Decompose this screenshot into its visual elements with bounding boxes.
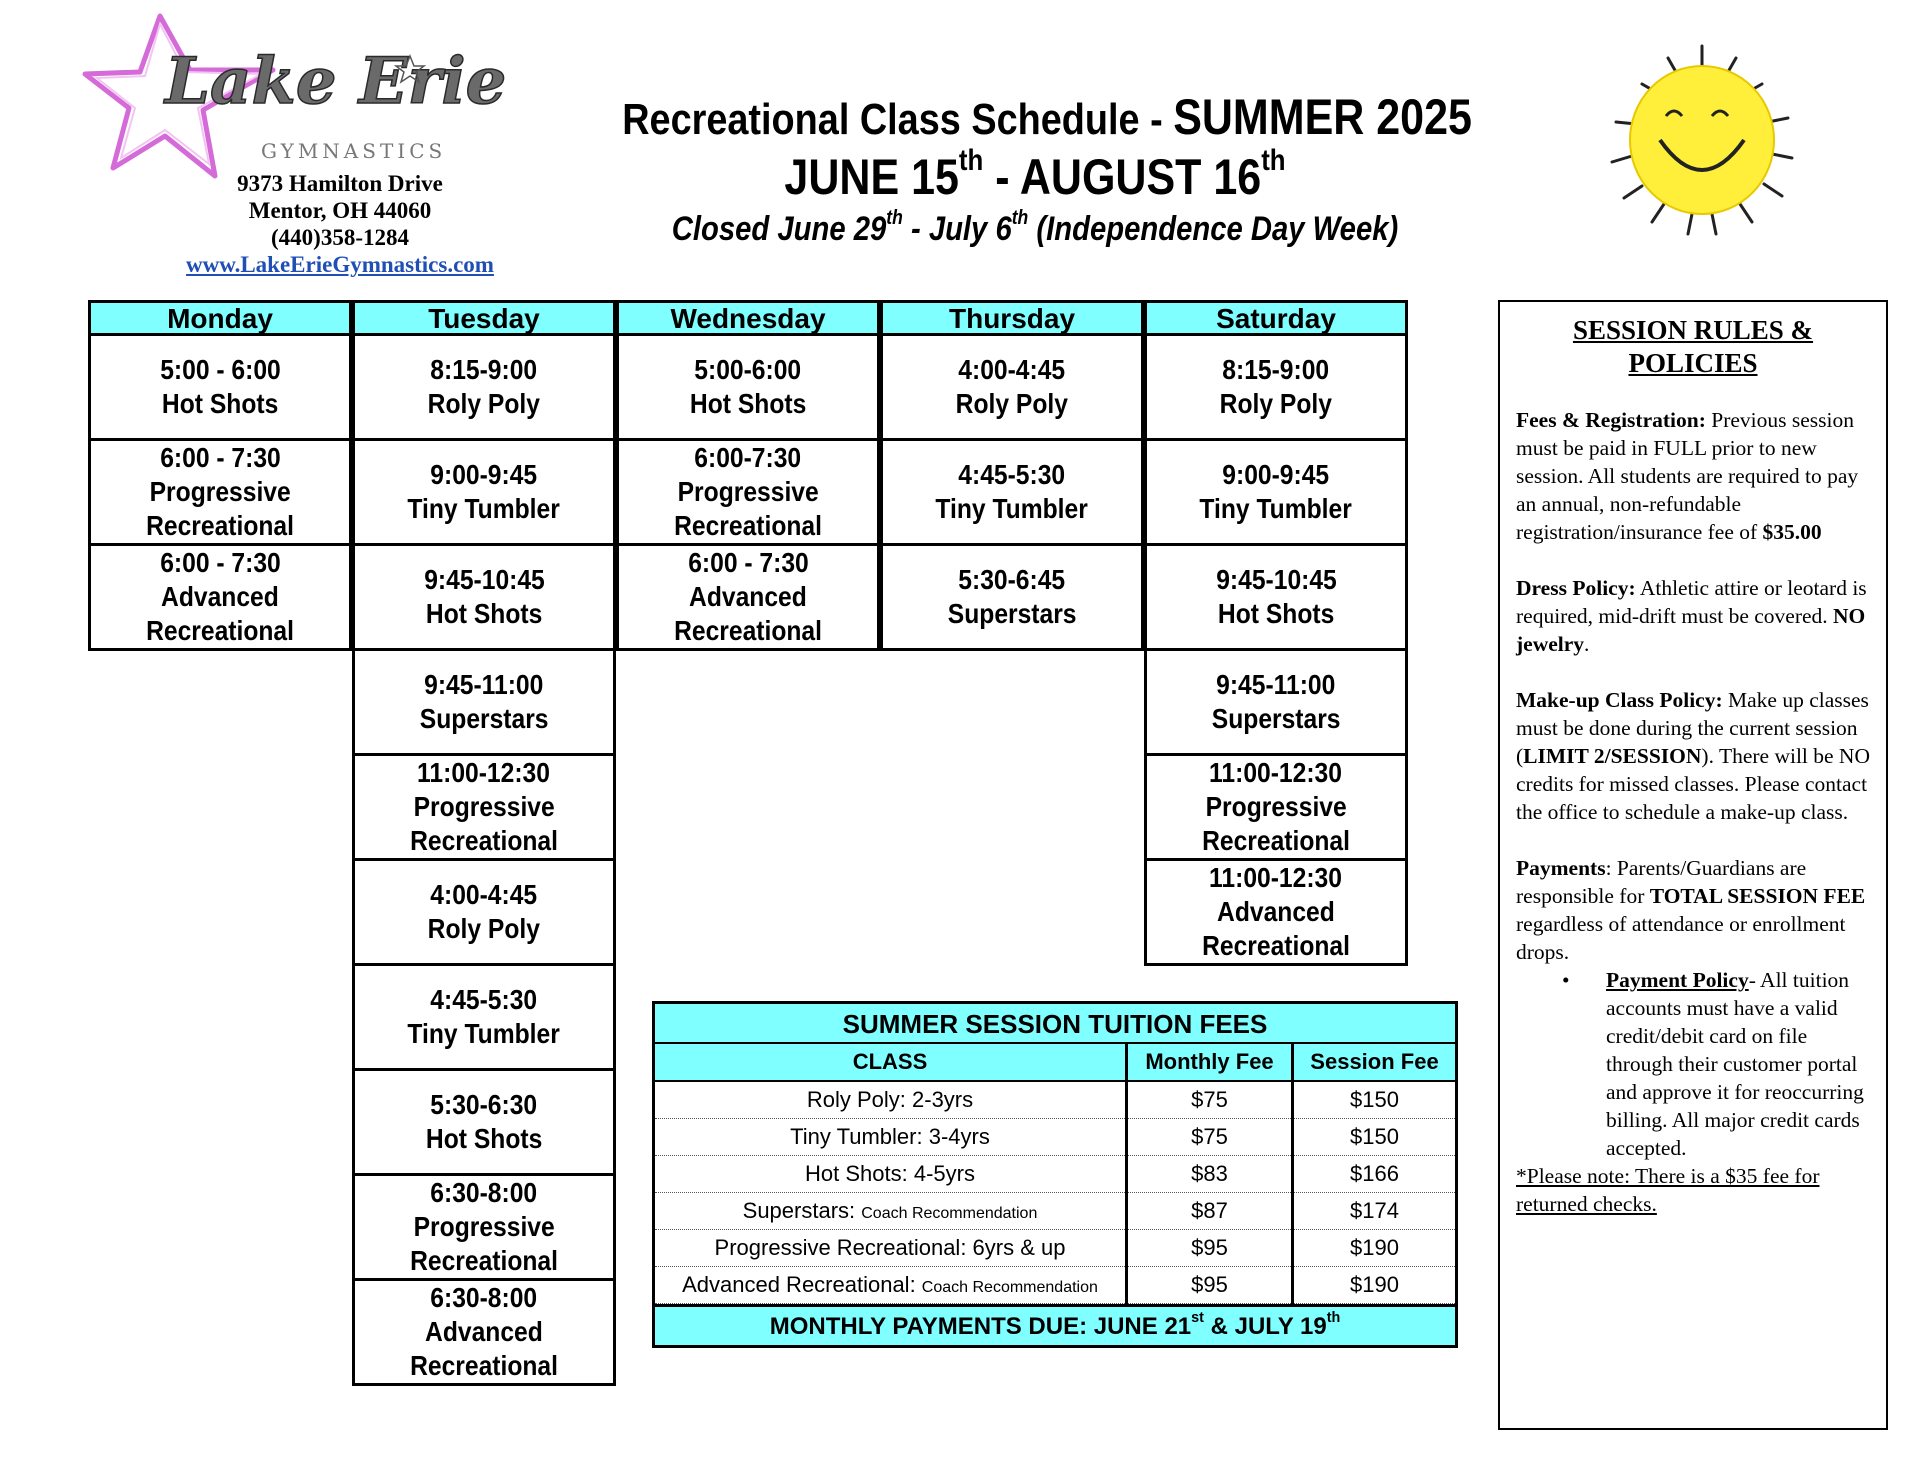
slot-class: Progressive — [413, 791, 555, 822]
start-date-suffix: th — [958, 144, 984, 178]
svg-text:Lake Erie: Lake Erie — [165, 44, 507, 119]
slot-class: Tiny Tumbler — [1199, 493, 1353, 524]
makeup-class-policy — [1516, 686, 1870, 826]
fee-class-cell — [655, 1230, 1127, 1267]
monthly-fee-cell: $95 — [1127, 1267, 1293, 1304]
slot-time: 9:45-10:45 — [1215, 564, 1337, 595]
start-date: JUNE 15 — [784, 149, 959, 205]
class-slot — [352, 546, 616, 651]
policy-text: : Parents/Guardians are responsible for — [1516, 856, 1807, 908]
class-slot — [616, 441, 880, 546]
class-slot — [1144, 336, 1408, 441]
slot-class: Hot Shots — [161, 388, 279, 419]
saturday-column — [1144, 300, 1408, 966]
slot-class: Tiny Tumbler — [407, 1018, 561, 1049]
slot-class: Hot Shots — [689, 388, 807, 419]
fee-class-cell — [655, 1119, 1127, 1156]
title-date-range — [622, 144, 1448, 207]
city-state-zip: Mentor, OH 44060 — [248, 198, 432, 223]
session-fee-cell: $166 — [1293, 1156, 1456, 1193]
closure-start-suffix: th — [886, 206, 903, 229]
payment-due-1: MONTHLY PAYMENTS DUE: JUNE 21 — [769, 1313, 1192, 1340]
policy-emphasis: NO jewelry — [1516, 604, 1866, 656]
class-slot — [352, 1176, 616, 1281]
bullet-text: - All tuition accounts must have a valid credit/debit card on file through their customer portal and approve it for reoccurring billing. All major credit cards accepted. — [1606, 968, 1864, 1160]
session-rules-panel — [1498, 300, 1888, 1430]
monday-header: Monday — [88, 300, 352, 336]
slot-class: Superstars — [419, 703, 549, 734]
fee-class-name: Superstars: — [742, 1198, 862, 1223]
class-slot — [880, 441, 1144, 546]
slot-time: 4:45-5:30 — [958, 459, 1066, 490]
title-schedule-text: Recreational Class Schedule - — [622, 95, 1174, 144]
phone-number: (440)358-1284 — [271, 225, 409, 250]
class-slot — [88, 546, 352, 651]
slot-class-2: Recreational — [674, 615, 822, 646]
slot-class: Advanced — [689, 581, 807, 612]
closure-end: - July 6 — [902, 210, 1012, 248]
slot-class: Roly Poly — [427, 388, 541, 419]
fees-header-row — [655, 1044, 1455, 1081]
tuition-fees-table — [652, 1001, 1458, 1348]
fee-class-cell — [655, 1267, 1127, 1304]
tuesday-header: Tuesday — [352, 300, 616, 336]
slot-time: 4:00-4:45 — [958, 354, 1066, 385]
monthly-fee-cell: $95 — [1127, 1230, 1293, 1267]
table-row — [655, 1193, 1455, 1230]
slot-time: 9:45-11:00 — [424, 669, 544, 700]
page-title — [555, 90, 1515, 251]
slot-class: Roly Poly — [955, 388, 1069, 419]
thursday-header: Thursday — [880, 300, 1144, 336]
thursday-column — [880, 300, 1144, 651]
fee-class-name: Advanced Recreational: — [682, 1272, 922, 1297]
slot-class: Superstars — [1211, 703, 1341, 734]
slot-time: 9:00-9:45 — [1222, 459, 1330, 490]
class-column-header: CLASS — [655, 1044, 1127, 1081]
registration-fee-amount: $35.00 — [1762, 520, 1822, 544]
slot-class: Hot Shots — [1217, 598, 1335, 629]
table-row — [655, 1230, 1455, 1267]
slot-class: Hot Shots — [425, 598, 543, 629]
fees-registration-policy — [1516, 406, 1870, 546]
class-slot — [1144, 546, 1408, 651]
wednesday-column — [616, 300, 880, 651]
policy-text-end: . — [1584, 632, 1590, 656]
slot-class: Roly Poly — [427, 913, 541, 944]
slot-class: Hot Shots — [425, 1123, 543, 1154]
policy-label: Fees & Registration: — [1516, 408, 1706, 432]
class-slot — [352, 756, 616, 861]
tuesday-column — [352, 300, 616, 1386]
svg-text:GYMNASTICS: GYMNASTICS — [261, 139, 447, 163]
table-row — [655, 1267, 1455, 1304]
class-slot — [352, 1071, 616, 1176]
closure-start: Closed June 29 — [671, 210, 887, 248]
session-fee-header: Session Fee — [1293, 1044, 1456, 1081]
class-slot — [1144, 861, 1408, 966]
bullet-label: Payment Policy — [1606, 968, 1749, 992]
end-date: - AUGUST 16 — [983, 149, 1262, 205]
slot-time: 6:00 - 7:30 — [687, 547, 809, 578]
fees-heading: SUMMER SESSION TUITION FEES — [655, 1004, 1455, 1044]
closure-end-suffix: th — [1011, 206, 1029, 229]
dress-policy — [1516, 574, 1870, 658]
policy-label: Make-up Class Policy: — [1516, 688, 1723, 712]
policy-text: Previous session must be paid in FULL prior to new session. All students are required to pay an annual, non-refundable registration/insurance fee of — [1516, 408, 1859, 544]
fee-class-cell — [655, 1156, 1127, 1193]
class-slot — [88, 441, 352, 546]
table-row — [655, 1081, 1455, 1119]
class-slot — [352, 861, 616, 966]
slot-time: 4:00-4:45 — [430, 879, 538, 910]
fee-class-name: Hot Shots: 4-5yrs — [805, 1161, 975, 1186]
slot-class: Progressive — [413, 1211, 555, 1242]
payments-policy — [1516, 854, 1870, 966]
slot-class: Roly Poly — [1219, 388, 1333, 419]
session-fee-cell: $190 — [1293, 1230, 1456, 1267]
fee-class-cell — [655, 1193, 1127, 1230]
class-slot — [616, 546, 880, 651]
slot-time: 6:30-8:00 — [430, 1282, 538, 1313]
session-fee-cell: $190 — [1293, 1267, 1456, 1304]
slot-time: 6:00-7:30 — [694, 442, 802, 473]
monthly-fee-cell: $87 — [1127, 1193, 1293, 1230]
slot-time: 5:30-6:30 — [430, 1089, 538, 1120]
session-fee-cell: $150 — [1293, 1081, 1456, 1119]
website-link[interactable]: www.LakeErieGymnastics.com — [186, 252, 494, 277]
policy-text-end: regardless of attendance or enrollment drops. — [1516, 912, 1846, 964]
class-slot — [616, 336, 880, 441]
fee-class-name: Progressive Recreational: 6yrs & up — [714, 1235, 1066, 1260]
returned-checks-note: *Please note: There is a $35 fee for returned checks. — [1516, 1164, 1820, 1216]
slot-time: 5:00 - 6:00 — [159, 354, 281, 385]
class-slot — [1144, 756, 1408, 861]
fee-class-name: Tiny Tumbler: 3-4yrs — [790, 1124, 990, 1149]
slot-class: Progressive — [149, 476, 291, 507]
slot-class: Advanced — [1217, 896, 1335, 927]
slot-class-2: Recreational — [1202, 930, 1350, 961]
smiling-sun-icon — [1590, 40, 1815, 240]
slot-time: 9:45-10:45 — [423, 564, 545, 595]
session-fee-cell: $174 — [1293, 1193, 1456, 1230]
policy-label: Payments — [1516, 856, 1606, 880]
slot-time: 8:15-9:00 — [1222, 354, 1330, 385]
slot-time: 8:15-9:00 — [430, 354, 538, 385]
class-slot — [352, 651, 616, 756]
wednesday-header: Wednesday — [616, 300, 880, 336]
slot-class: Progressive — [1205, 791, 1347, 822]
policy-label: Dress Policy: — [1516, 576, 1636, 600]
slot-class: Superstars — [947, 598, 1077, 629]
slot-time: 5:30-6:45 — [958, 564, 1066, 595]
payment-due-1-suffix: st — [1191, 1310, 1204, 1327]
monthly-fee-cell: $75 — [1127, 1119, 1293, 1156]
lake-erie-logo — [85, 8, 507, 183]
title-line-1 — [622, 89, 1472, 147]
fee-class-note: Coach Recommendation — [861, 1205, 1038, 1222]
slot-time: 11:00-12:30 — [1209, 862, 1343, 893]
street-address: 9373 Hamilton Drive — [237, 171, 443, 196]
fee-class-cell — [655, 1081, 1127, 1119]
monthly-fee-cell: $75 — [1127, 1081, 1293, 1119]
closure-notice — [622, 207, 1448, 251]
policy-text: Make up classes must be done during the current session ( — [1516, 688, 1869, 768]
class-slot — [880, 336, 1144, 441]
slot-time: 4:45-5:30 — [430, 984, 538, 1015]
slot-class-2: Recreational — [410, 1350, 558, 1381]
class-slot — [1144, 441, 1408, 546]
slot-class-2: Recreational — [674, 510, 822, 541]
policy-emphasis: TOTAL SESSION FEE — [1649, 884, 1866, 908]
table-row — [655, 1156, 1455, 1193]
slot-class: Tiny Tumbler — [935, 493, 1089, 524]
slot-time: 6:00 - 7:30 — [159, 547, 281, 578]
slot-class-2: Recreational — [1202, 825, 1350, 856]
class-slot — [1144, 651, 1408, 756]
slot-class-2: Recreational — [410, 825, 558, 856]
monthly-fee-header: Monthly Fee — [1127, 1044, 1293, 1081]
slot-class: Advanced — [425, 1316, 543, 1347]
slot-class-2: Recreational — [410, 1245, 558, 1276]
slot-class-2: Recreational — [146, 615, 294, 646]
title-season: SUMMER 2025 — [1173, 89, 1472, 145]
slot-time: 11:00-12:30 — [1209, 757, 1343, 788]
policy-text: Athletic attire or leotard is required, mid-drift must be covered. — [1516, 576, 1867, 628]
table-row — [655, 1119, 1455, 1156]
slot-time: 5:00-6:00 — [694, 354, 802, 385]
rules-heading: SESSION RULES & POLICIES — [1572, 315, 1814, 378]
payment-due-2-suffix: th — [1326, 1310, 1341, 1327]
policy-emphasis: LIMIT 2/SESSION — [1523, 744, 1702, 768]
class-slot — [352, 441, 616, 546]
closure-reason: (Independence Day Week) — [1028, 210, 1399, 248]
saturday-header: Saturday — [1144, 300, 1408, 336]
monthly-fee-cell: $83 — [1127, 1156, 1293, 1193]
payments-due-footer — [655, 1304, 1455, 1345]
slot-time: 6:00 - 7:30 — [159, 442, 281, 473]
monday-column — [88, 300, 352, 651]
slot-class: Progressive — [677, 476, 819, 507]
slot-class-2: Recreational — [146, 510, 294, 541]
end-date-suffix: th — [1261, 144, 1286, 178]
fee-class-note: Coach Recommendation — [921, 1279, 1098, 1296]
class-slot — [352, 1281, 616, 1386]
policy-text-end: ). There will be NO credits for missed classes. Please contact the office to schedule a make-up class. — [1516, 744, 1870, 824]
slot-time: 9:45-11:00 — [1216, 669, 1336, 700]
slot-time: 11:00-12:30 — [417, 757, 551, 788]
class-slot — [88, 336, 352, 441]
fee-class-name: Roly Poly: 2-3yrs — [806, 1087, 974, 1112]
payment-due-2: & JULY 19 — [1203, 1313, 1327, 1340]
payment-policy-bullet — [1606, 966, 1870, 1162]
class-slot — [352, 336, 616, 441]
slot-class: Tiny Tumbler — [407, 493, 561, 524]
class-slot — [880, 546, 1144, 651]
slot-time: 9:00-9:45 — [430, 459, 538, 490]
class-slot — [352, 966, 616, 1071]
address-block — [160, 170, 520, 278]
slot-class: Advanced — [161, 581, 279, 612]
slot-time: 6:30-8:00 — [430, 1177, 538, 1208]
session-fee-cell: $150 — [1293, 1119, 1456, 1156]
